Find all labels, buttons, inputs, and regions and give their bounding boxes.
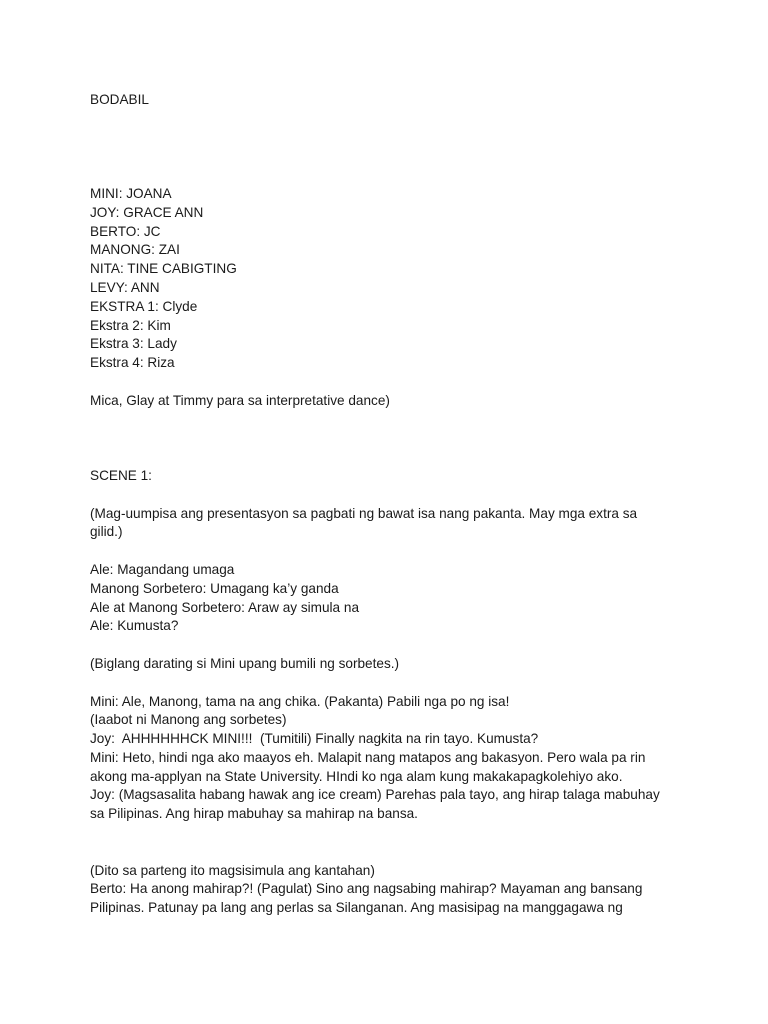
spacer [90,110,680,185]
dialogue-block [90,693,680,825]
cast-entry: JOY: GRACE ANN [90,204,204,220]
cast-entry: Ekstra 2: Kim [90,317,171,333]
dialogue-block [90,561,680,636]
spacer [90,542,680,561]
dialogue-block [90,880,680,918]
cast-entry: BERTO: JC [90,223,161,239]
dialogue-line: Manong Sorbetero: Umagang ka’y ganda [90,580,339,596]
cast-entry: Ekstra 3: Lady [90,336,177,352]
stage-direction [90,505,680,543]
stage-direction: (Dito sa parteng ito magsisimula ang kantahan) [90,862,375,878]
scene-heading: SCENE 1: [90,467,152,483]
document-body [90,91,680,918]
dialogue-line: Joy: AHHHHHHCK MINI!!! (Tumitili) Finally nagkita na rin tayo. Kumusta? [90,731,539,747]
spacer [90,411,680,467]
dialogue-line: Ale: Kumusta? [90,618,179,634]
spacer [90,636,680,655]
dialogue-line: (Iaabot ni Manong ang sorbetes) [90,712,287,728]
dance-note: Mica, Glay at Timmy para sa interpretative dance) [90,392,390,408]
dialogue-line: Ale at Manong Sorbetero: Araw ay simula na [90,599,360,615]
cast-list [90,185,680,373]
dialogue-line: akong ma-applyan na State University. HIndi ko nga alam kung makakapagkolehiyo ako. [90,768,623,784]
stage-direction-line: (Mag-uumpisa ang presentasyon sa pagbati ng bawat isa nang pakanta. May mga extra sa [90,505,638,521]
dialogue-line: Joy: (Magsasalita habang hawak ang ice cream) Parehas pala tayo, ang hirap talaga mabuhay [90,787,660,803]
document-title: BODABIL [90,92,149,107]
dialogue-line: Ale: Magandang umaga [90,561,235,577]
stage-direction: (Biglang darating si Mini upang bumili ng sorbetes.) [90,655,400,671]
cast-entry: EKSTRA 1: Clyde [90,298,198,314]
spacer [90,674,680,693]
spacer [90,373,680,392]
cast-entry: LEVY: ANN [90,279,160,295]
cast-entry: Ekstra 4: Riza [90,355,175,371]
cast-entry: MINI: JOANA [90,185,172,201]
cast-entry: MANONG: ZAI [90,242,180,258]
dialogue-line: sa Pilipinas. Ang hirap mabuhay sa mahirap na bansa. [90,806,418,822]
spacer [90,486,680,505]
cast-entry: NITA: TINE CABIGTING [90,261,237,277]
dialogue-line: Pilipinas. Patunay pa lang ang perlas sa Silanganan. Ang masisipag na manggagawa ng [90,900,623,916]
dialogue-line: Mini: Heto, hindi nga ako maayos eh. Malapit nang matapos ang bakasyon. Pero wala pa rin [90,749,646,765]
stage-direction-line: gilid.) [90,524,123,540]
dialogue-line: Berto: Ha anong mahirap?! (Pagulat) Sino ang nagsabing mahirap? Mayaman ang bansang [90,881,643,897]
dialogue-line: Mini: Ale, Manong, tama na ang chika. (Pakanta) Pabili nga po ng isa! [90,693,510,709]
spacer [90,824,680,862]
